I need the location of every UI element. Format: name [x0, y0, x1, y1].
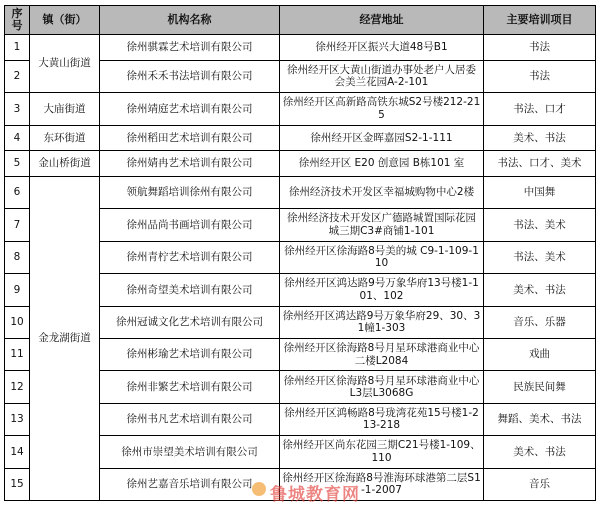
row-number: 4: [5, 125, 30, 151]
header-name: 机构名称: [100, 6, 280, 35]
street-cell: 大庙街道: [30, 93, 100, 125]
training-projects: 舞蹈、美术、书法: [484, 403, 596, 435]
institution-address: 徐州经开区徐海路8号美的城 C9-1-109-110: [280, 241, 484, 273]
street-cell: 金龙湖街道: [30, 176, 100, 500]
watermark-logo-icon: [252, 482, 266, 496]
training-projects: 戏曲: [484, 338, 596, 370]
institution-address: 徐州经开区尚东花园三期C21号楼1-109、110: [280, 436, 484, 468]
institution-address: 徐州经开区鸿畅路8号珑湾花苑15号楼1-213-218: [280, 403, 484, 435]
table-row: [5, 93, 596, 125]
row-number: 9: [5, 274, 30, 306]
institution-address: 徐州经开区徐海路8号月星环球港商业中心二楼L2084: [280, 338, 484, 370]
training-projects: 美术、书法: [484, 125, 596, 151]
training-projects: 书法、美术: [484, 241, 596, 273]
training-projects: 书法: [484, 35, 596, 61]
table-header-row: [5, 6, 596, 35]
row-number: 13: [5, 403, 30, 435]
institution-name: 徐州奇望美术培训有限公司: [100, 274, 280, 306]
table-row: [5, 125, 596, 151]
institution-name: 徐州靖庭艺术培训有限公司: [100, 93, 280, 125]
row-number: 7: [5, 209, 30, 241]
institution-address: 徐州经开区徐海路8号月星环球港商业中心L3层L3068G: [280, 371, 484, 403]
header-address: 经营地址: [280, 6, 484, 35]
institution-name: 领航舞蹈培训徐州有限公司: [100, 176, 280, 208]
row-number: 12: [5, 371, 30, 403]
institution-address: 徐州经济技术开发区广德路城置国际花园城三期C3#商铺1-101: [280, 209, 484, 241]
institution-name: 徐州市崇望美术培训有限公司: [100, 436, 280, 468]
institution-name: 徐州非繁艺术培训有限公司: [100, 371, 280, 403]
row-number: 10: [5, 306, 30, 338]
institution-name: 徐州彬瑜艺术培训有限公司: [100, 338, 280, 370]
training-projects: 书法、美术: [484, 209, 596, 241]
institution-name: 徐州稻田艺术培训有限公司: [100, 125, 280, 151]
row-number: 14: [5, 436, 30, 468]
institution-name: 徐州书凡艺术培训有限公司: [100, 403, 280, 435]
training-projects: 书法: [484, 60, 596, 92]
institution-name: 徐州冠诚文化艺术培训有限公司: [100, 306, 280, 338]
institution-address: 徐州经开区高新路高铁东城S2号楼212-215: [280, 93, 484, 125]
street-cell: 大黄山街道: [30, 35, 100, 93]
training-projects: 中国舞: [484, 176, 596, 208]
header-seq: 序号: [5, 6, 30, 35]
institution-address: 徐州经开区 E20 创意园 B栋101 室: [280, 151, 484, 177]
institution-name: 徐州禾禾书法培训有限公司: [100, 60, 280, 92]
row-number: 6: [5, 176, 30, 208]
row-number: 5: [5, 151, 30, 177]
header-projects: 主要培训项目: [484, 6, 596, 35]
institution-address: 徐州经开区金晖嘉园S2-1-111: [280, 125, 484, 151]
table-row: [5, 151, 596, 177]
institution-name: 徐州青柠艺术培训有限公司: [100, 241, 280, 273]
table-row: [5, 176, 596, 208]
training-projects: 美术、书法: [484, 274, 596, 306]
street-cell: 金山桥街道: [30, 151, 100, 177]
institution-address: 徐州经济技术开发区幸福城购物中心2楼: [280, 176, 484, 208]
institution-address: 徐州经开区鸿达路9号万象华府13号楼1-101、102: [280, 274, 484, 306]
institution-name: 徐州婧冉艺术培训有限公司: [100, 151, 280, 177]
institution-address: 徐州经开区徐海路8号淮海环球港第二层S1-1-2007: [280, 468, 484, 500]
row-number: 11: [5, 338, 30, 370]
training-projects: 音乐、乐器: [484, 306, 596, 338]
training-projects: 美术、书法: [484, 436, 596, 468]
institution-address: 徐州经开区振兴大道48号B1: [280, 35, 484, 61]
training-projects: 民族民间舞: [484, 371, 596, 403]
watermark-text: 鲁城教育网: [270, 485, 360, 505]
training-institutions-table: [4, 5, 596, 501]
institution-name: 徐州艺嘉音乐培训有限公司: [100, 468, 280, 500]
row-number: 2: [5, 60, 30, 92]
training-projects: 书法、口才: [484, 93, 596, 125]
institution-name: 徐州骐霖艺术培训有限公司: [100, 35, 280, 61]
row-number: 15: [5, 468, 30, 500]
training-projects: 音乐: [484, 468, 596, 500]
training-projects: 书法、口才、美术: [484, 151, 596, 177]
row-number: 3: [5, 93, 30, 125]
institution-name: 徐州品尚书画培训有限公司: [100, 209, 280, 241]
street-cell: 东环街道: [30, 125, 100, 151]
institution-address: 徐州经开区大黄山街道办事处老户人居委会美兰花园A-2-101: [280, 60, 484, 92]
institution-address: 徐州经开区鸿达路9号万象华府29、30、31幢1-303: [280, 306, 484, 338]
row-number: 8: [5, 241, 30, 273]
table-row: [5, 35, 596, 61]
row-number: 1: [5, 35, 30, 61]
header-street: 镇（街）: [30, 6, 100, 35]
